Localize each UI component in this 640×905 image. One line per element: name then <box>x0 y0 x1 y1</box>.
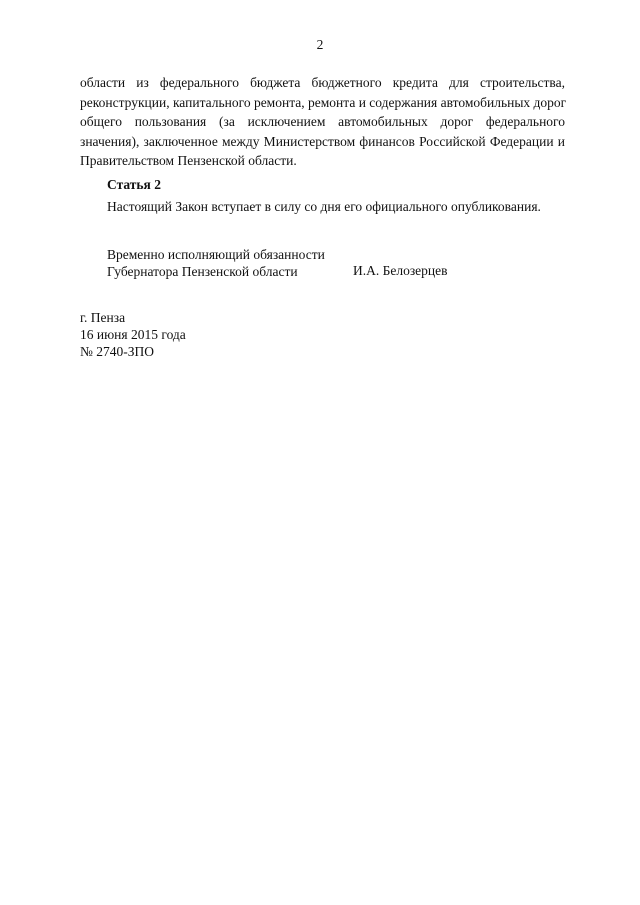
body-line: Правительством Пензенской области. <box>80 153 297 168</box>
signer-position-line-1: Временно исполняющий обязанности <box>107 247 325 262</box>
body-paragraph <box>80 73 565 171</box>
article-text: Настоящий Закон вступает в силу со дня его официального опубликования. <box>107 199 541 214</box>
document-footer <box>80 309 186 360</box>
place: г. Пенза <box>80 310 126 325</box>
body-line: общего пользования (за исключением автомобильных дорог федерального <box>80 114 565 129</box>
date: 16 июня 2015 года <box>80 327 186 342</box>
signature-block <box>107 246 325 280</box>
page-number: 2 <box>316 37 324 52</box>
signer-name: И.А. Белозерцев <box>353 263 448 278</box>
document-number: № 2740-ЗПО <box>80 344 155 359</box>
article-title: Статья 2 <box>107 177 161 192</box>
body-line: реконструкции, капитального ремонта, ремонта и содержания автомобильных дорог <box>80 94 567 110</box>
body-line: значения), заключенное между Министерством финансов Российской Федерации и <box>80 133 565 149</box>
signer-position-line-2: Губернатора Пензенской области <box>107 264 298 279</box>
body-line: области из федерального бюджета бюджетного кредита для строительства, <box>80 75 565 90</box>
